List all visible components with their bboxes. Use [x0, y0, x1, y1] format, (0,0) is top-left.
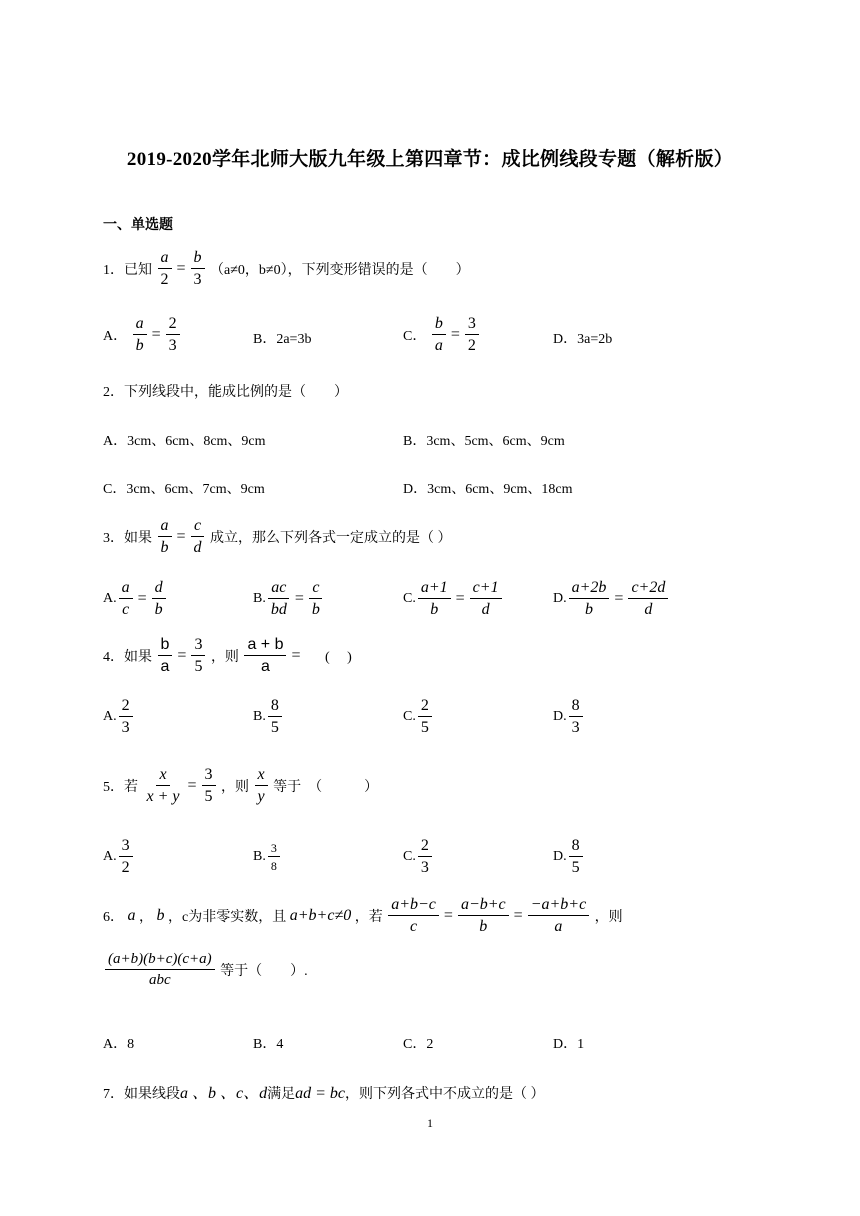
- q2-option-a: A．3cm、6cm、8cm、9cm: [103, 434, 266, 449]
- fraction: $\frac{a}{2}$: [158, 250, 172, 288]
- question-4: 4．如果 $\frac{b}{a}$ = $\frac{3}{5}$ ，则 $\frac{a + b}{a}$ = ( ): [103, 636, 352, 675]
- q4-option-d: D. $\frac{8}{3}$: [553, 698, 585, 736]
- q3-option-c: C. $\frac{a+1}{b}$ = $\frac{c+1}{d}$: [403, 580, 504, 618]
- q6-option-a: A．8: [103, 1037, 135, 1052]
- question-2: 2．下列线段中，能成比例的是（ ）: [103, 385, 348, 400]
- q5-option-a: A. $\frac{3}{2}$: [103, 838, 135, 876]
- q6-option-c: C．2: [403, 1037, 434, 1052]
- q1-option-d: D．3a=2b: [553, 332, 613, 347]
- q1-option-c: C． $\frac{b}{a}$ = $\frac{3}{2}$: [403, 316, 481, 354]
- section-heading: 一、单选题: [103, 218, 173, 233]
- q1-option-a: A． $\frac{a}{b}$ = $\frac{2}{3}$: [103, 316, 182, 354]
- fraction: $\frac{b}{3}$: [191, 250, 205, 288]
- question-6-continued: $\frac{(a+b)(b+c)(c+a)}{\text{abc}}$ 等于（ ）.: [103, 952, 308, 988]
- question-5: 5．若 $\frac{x}{x + y}$ = $\frac{3}{5}$ ，则 $\frac{x}{y}$ 等于 （ ）: [103, 766, 379, 805]
- q4-option-b: B. $\frac{8}{5}$: [253, 698, 284, 736]
- q4-option-c: C. $\frac{2}{5}$: [403, 698, 434, 736]
- page-number: 1: [427, 1116, 433, 1130]
- q2-option-c: C．3cm、6cm、7cm、9cm: [103, 482, 265, 497]
- q1-option-b: B．2a=3b: [253, 332, 312, 347]
- q6-option-b: B．4: [253, 1037, 284, 1052]
- q2-option-d: D．3cm、6cm、9cm、18cm: [403, 482, 573, 497]
- q3-option-a: A. $\frac{a}{c}$ = $\frac{d}{b}$: [103, 580, 168, 618]
- q5-option-d: D. $\frac{8}{5}$: [553, 838, 585, 876]
- q4-option-a: A. $\frac{2}{3}$: [103, 698, 135, 736]
- question-3: 3．如果 $\frac{a}{b}$ = $\frac{c}{d}$ 成立，那么下列各式一定成立的是（ ）: [103, 517, 452, 556]
- q5-option-b: B. $\frac{3}{8}$: [253, 842, 282, 872]
- question-7: 7．如果线段a 、b 、c、d满足ad = bc，则下列各式中不成立的是（ ）: [103, 1085, 545, 1102]
- question-6: 6． a ， b ，c为非零实数，且 a+b+c≠0 ，若 $\frac{a+b-c}{c}$ = $\frac{a-b+c}{b}$ = $\frac{-a+b+c}{a}$ ，则: [103, 896, 623, 935]
- q6-option-d: D．1: [553, 1037, 585, 1052]
- question-1: 1．已知 $\frac{a}{2}$ = $\frac{b}{3}$ （a≠0，b≠0），下列变形错误的是（ ）: [103, 249, 470, 288]
- q5-option-c: C. $\frac{2}{3}$: [403, 838, 434, 876]
- document-title: 2019-2020学年北师大版九年级上第四章节：成比例线段专题（解析版）: [126, 149, 734, 170]
- q2-option-b: B．3cm、5cm、6cm、9cm: [403, 434, 565, 449]
- q3-option-b: B. $\frac{ac}{bd}$ = $\frac{c}{b}$: [253, 580, 325, 618]
- q3-option-d: D. $\frac{a+2b}{b}$ = $\frac{c+2d}{d}$: [553, 580, 670, 618]
